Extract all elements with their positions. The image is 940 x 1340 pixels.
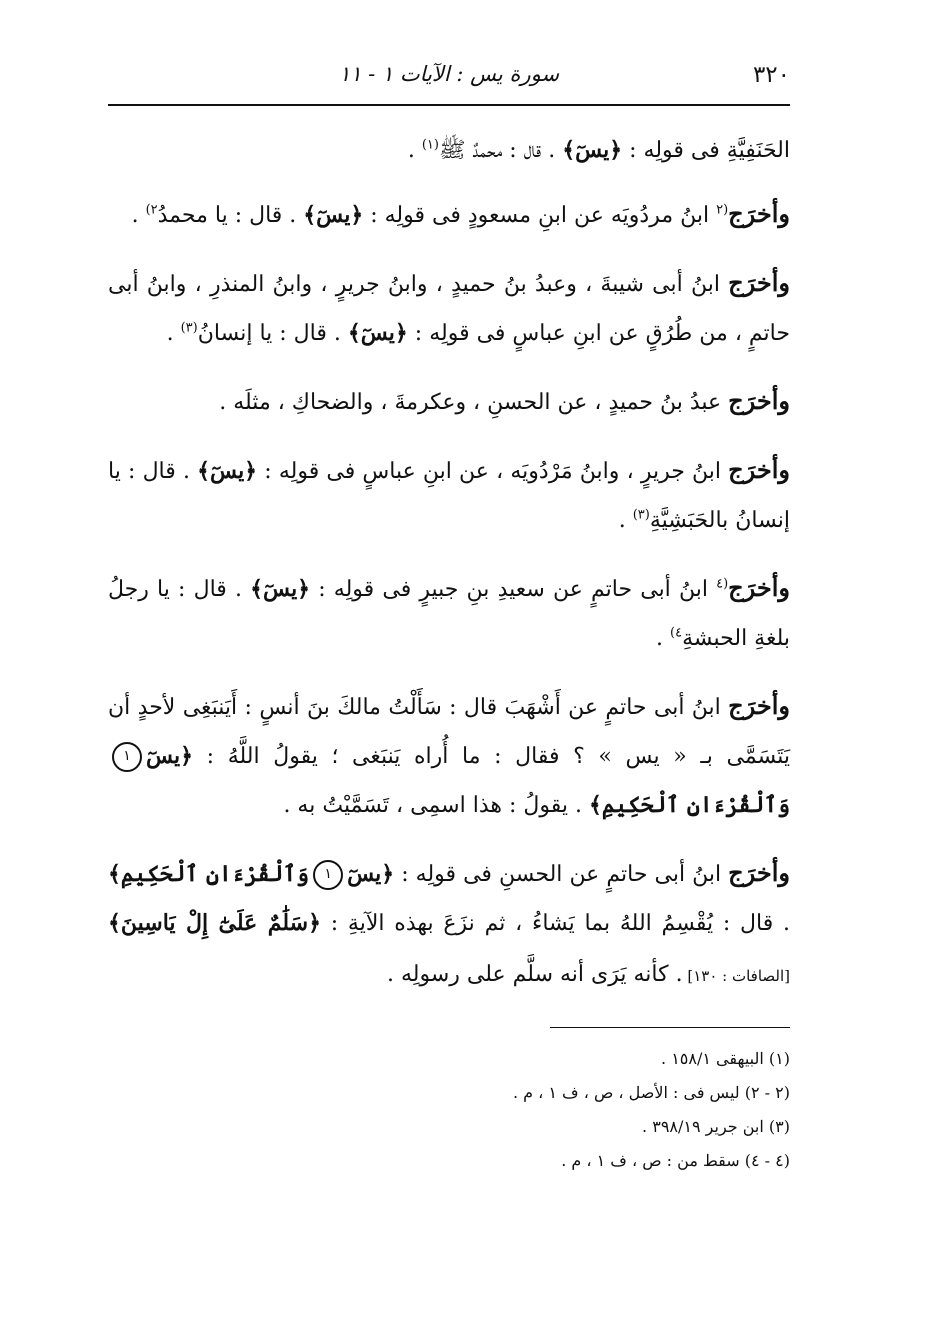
ayah-number-marker: ١ (313, 860, 343, 890)
paragraph-text: ابنُ أبى حاتمٍ عن أَشْهَبَ قال : سَأَلْتُ مالكَ بنَ أنسٍ : أَيَنبَغِى لأحدٍ أن يَتَسَمَّى بـ « يس » ؟ فقال : ما أُراه يَنبَغى ؛ يقولُ اللَّهُ : (108, 695, 790, 769)
paragraph-text: . (166, 321, 181, 346)
paragraph-text: ابنُ أبى شيبةَ ، وعبدُ بنُ حميدٍ ، وابنُ جريرٍ ، وابنُ المنذرِ ، وابنُ أبى حاتمٍ ، من طُرُقٍ عن ابنِ عباسٍ فى قولِه : (108, 272, 790, 346)
footnote-reference: (٤ (716, 576, 729, 592)
footnote-reference: (٣) (180, 320, 198, 336)
header-rule (108, 104, 790, 106)
paragraph-text: ابنُ أبى حاتمٍ عن سعيدِ بنِ جبيرٍ فى قولِه : (310, 577, 717, 602)
paragraph-text: . (618, 508, 633, 533)
quran-quote: ﴿يسٓ﴾ (303, 202, 364, 228)
quran-quote: ﴿يسٓ (347, 861, 395, 887)
quran-quote: ﴿سَلَٰمٌ عَلَىٰٓ إِلْ يَاسِينَ﴾ (108, 910, 321, 936)
footnote-reference: ٢) (145, 202, 158, 218)
footnote: (١) البيهقى ١٥٨/١ . (661, 1049, 790, 1068)
paragraph (108, 189, 790, 240)
footnote-reference: (٢ (716, 202, 729, 218)
paragraph-lead-word: وأخرَج (728, 573, 790, 602)
paragraph-text: عبدُ بنُ حميدٍ ، عن الحسنِ ، وعكرمةَ ، والضحاكِ ، مثلَه . (219, 390, 729, 415)
paragraph (108, 258, 790, 358)
paragraph-text: . قال : يا إنسانُ بالحَبَشِيَّةِ (108, 459, 790, 533)
paragraph-text: ابنُ أبى حاتمٍ عن الحسنِ فى قولِه : (394, 862, 729, 887)
quran-quote: وَٱلْقُرْءَانِ ٱلْحَكِيمِ﴾ (588, 792, 790, 818)
paragraph-lead-word: وأخرَج (728, 386, 790, 415)
paragraph (108, 376, 790, 427)
paragraph-text: . قال : محمدٌ ﷺ (438, 138, 563, 163)
paragraph-text: الحَنَفِيَّةِ فى قولِه : (622, 138, 790, 163)
paragraph-text: . (131, 203, 146, 228)
footnote-reference: (٣) (632, 507, 650, 523)
paragraph-text: . قال : يا رجلُ بلغةِ الحبشةِ (108, 577, 790, 651)
footnotes (108, 1042, 790, 1178)
quran-quote: ﴿يسٓ﴾ (197, 458, 258, 484)
footnote-rule (550, 1027, 790, 1028)
footnote-reference: (١) (421, 137, 439, 153)
paragraph-text: . كأنه يَرَى أنه سلَّم على رسولِه . (387, 962, 683, 987)
page-header (108, 62, 790, 102)
quran-quote: وَٱلْقُرْءَانِ ٱلْحَكِيمِ﴾ (108, 861, 310, 887)
paragraph-lead-word: وأخرَج (728, 199, 790, 228)
paragraph-lead-word: وأخرَج (728, 268, 790, 297)
surah-citation: [الصافات : ١٣٠] (682, 967, 790, 985)
quran-quote: ﴿يسٓ﴾ (250, 576, 311, 602)
paragraph-text: . (656, 626, 671, 651)
paragraph (108, 563, 790, 663)
footnote: (٢ - ٢) ليس فى : الأصل ، ص ، ف ١ ، م . (512, 1083, 790, 1102)
paragraph-text: ابنُ جريرٍ ، وابنُ مَرْدُويَه ، عن ابنِ عباسٍ فى قولِه : (257, 459, 729, 484)
paragraph (108, 848, 790, 1001)
footnote-reference: ٤) (670, 625, 683, 641)
ayah-number-marker: ١ (112, 742, 142, 772)
page-number: ٣٢٠ (752, 62, 790, 88)
paragraph-text: . قال : يا محمدُ (157, 203, 304, 228)
paragraph-lead-word: وأخرَج (728, 691, 790, 720)
paragraph (108, 445, 790, 545)
quran-quote: ﴿يسٓ﴾ (347, 320, 408, 346)
footnote: (٤ - ٤) سقط من : ص ، ف ١ ، م . (561, 1151, 790, 1170)
paragraph (108, 126, 790, 175)
running-title: سورة يس : الآيات ١ - ١١ (338, 62, 560, 86)
body-text (108, 126, 790, 1001)
paragraph-text: . (407, 138, 422, 163)
quran-quote: ﴿يسٓ﴾ (562, 137, 623, 163)
paragraph (108, 681, 790, 830)
paragraph-text: ابنُ مردُويَه عن ابنِ مسعودٍ فى قولِه : (363, 203, 717, 228)
paragraph-lead-word: وأخرَج (728, 858, 790, 887)
paragraph-text: . قال : يا إنسانُ (197, 321, 348, 346)
paragraph-lead-word: وأخرَج (728, 455, 790, 484)
footnote: (٣) ابن جرير ٣٩٨/١٩ . (642, 1117, 790, 1136)
paragraph-text: . قال : يُقْسِمُ اللهُ بما يَشاءُ ، ثم نزَعَ بهذه الآيةِ : (320, 911, 791, 936)
paragraph-text: . يقولُ : هذا اسمِى ، تَسَمَّيْتُ به . (283, 793, 589, 818)
quran-quote: ﴿يسٓ (146, 743, 194, 769)
